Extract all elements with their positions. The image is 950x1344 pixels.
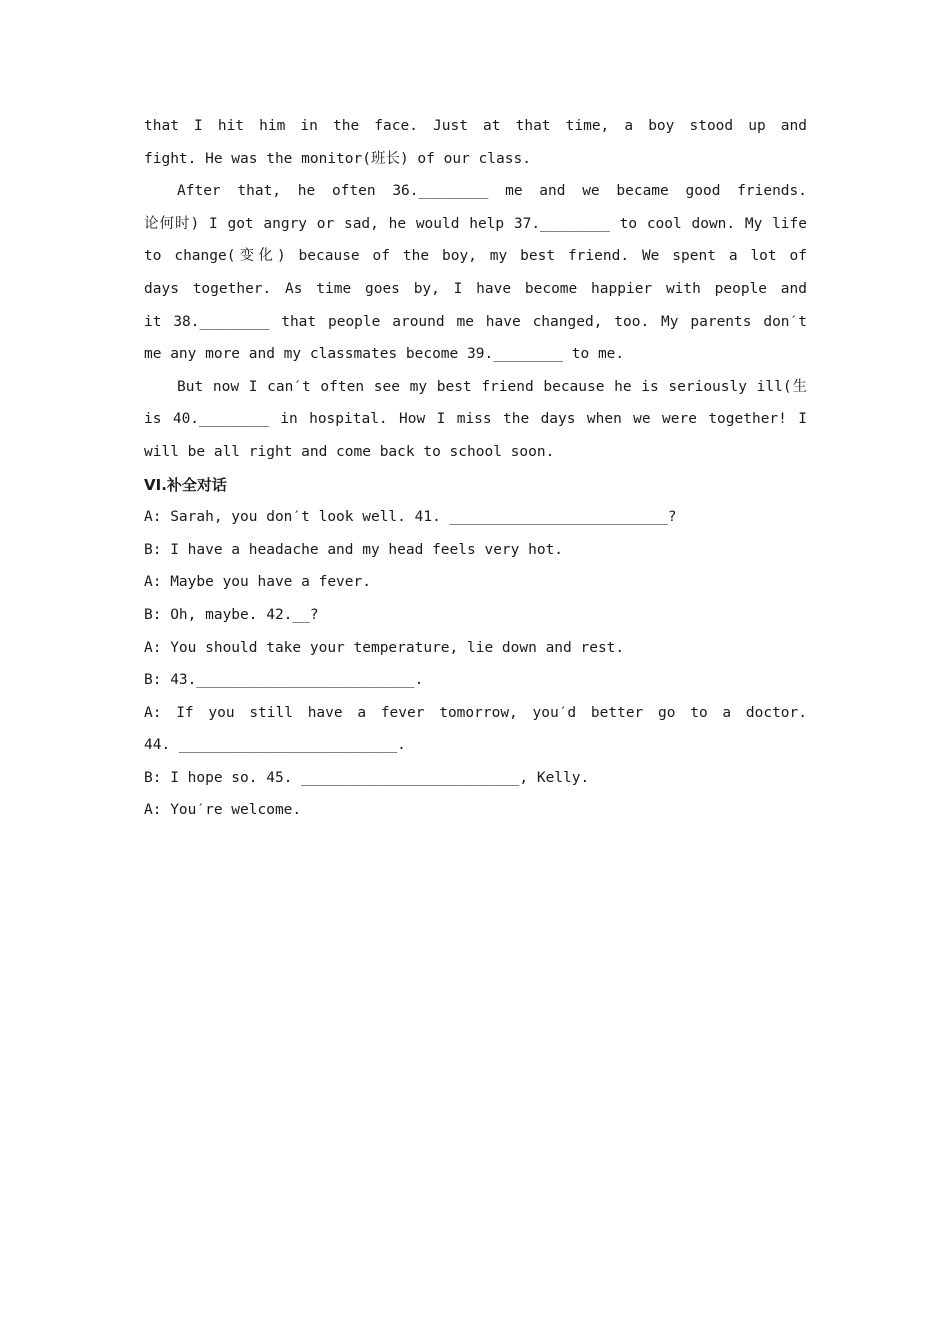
passage-line: me any more and my classmates become 39.________ to me. — [144, 346, 625, 363]
dialogue-section — [144, 469, 807, 828]
passage-line: After that, he often 36.________ me and we became good friends. — [177, 183, 807, 200]
passage-line: will be all right and come back to school soon. — [144, 443, 555, 460]
passage-line: it 38.________ that people around me have changed, too. My parents don′t — [144, 313, 807, 330]
passage-line: 论何时) I got angry or sad, he would help 37.________ to cool down. My life — [144, 215, 807, 232]
dialogue-line: A: You should take your temperature, lie down and rest. — [144, 639, 625, 656]
dialogue-line: B: 43._________________________. — [144, 672, 424, 689]
passage-line: to change(变化) because of the boy, my best friend. We spent a lot of — [144, 248, 807, 265]
document-page — [144, 110, 807, 827]
passage-line: that I hit him in the face. Just at that time, a boy stood up and — [144, 118, 807, 134]
passage-line: But now I can′t often see my best friend because he is seriously ill(生 — [177, 378, 807, 395]
passage-line: days together. As time goes by, I have become happier with people and — [144, 280, 807, 297]
dialogue-line: 44. _________________________. — [144, 737, 406, 754]
dialogue-line: A: Sarah, you don′t look well. 41. _________________________? — [144, 509, 677, 526]
reading-passage — [144, 110, 807, 469]
passage-line: fight. He was the monitor(班长) of our class. — [144, 150, 531, 167]
dialogue-line: B: I have a headache and my head feels very hot. — [144, 541, 564, 558]
passage-line: is 40.________ in hospital. How I miss the days when we were together! I — [144, 411, 807, 428]
dialogue-line: A: If you still have a fever tomorrow, you′d better go to a doctor. — [144, 704, 807, 721]
dialogue-line: A: You′re welcome. — [144, 802, 302, 819]
section-heading: VI.补全对话 — [144, 475, 227, 494]
dialogue-line: A: Maybe you have a fever. — [144, 574, 371, 591]
dialogue-line: B: I hope so. 45. _________________________, Kelly. — [144, 769, 590, 786]
dialogue-line: B: Oh, maybe. 42.__? — [144, 606, 319, 623]
